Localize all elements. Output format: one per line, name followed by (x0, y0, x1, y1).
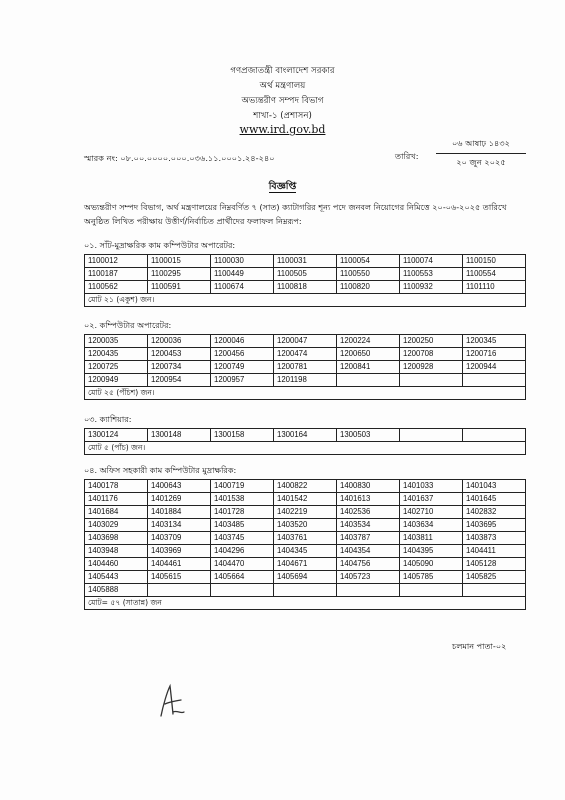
table-row (85, 374, 526, 387)
roll-number-cell: 1404411 (463, 545, 526, 558)
roll-number-cell: 1403811 (400, 532, 463, 545)
roll-number-cell (211, 584, 274, 597)
memo-reference: স্মারক নং: ০৮.০০.০০০০.০০০.০৩৬.১১.০০০১.২৪-২৪০ (84, 153, 275, 163)
header-government: গণপ্রজাতন্ত্রী বাংলাদেশ সরকার (230, 66, 335, 76)
roll-number-cell: 1405785 (400, 571, 463, 584)
roll-number-cell: 1100932 (400, 281, 463, 294)
date-bangla: ০৬ আষাঢ় ১৪৩২ (436, 138, 526, 154)
roll-number-cell: 1400178 (85, 480, 148, 493)
signature-mark (155, 682, 187, 720)
roll-number-cell: 1405694 (274, 571, 337, 584)
roll-number-cell: 1100591 (148, 281, 211, 294)
date-label: তারিখ: (395, 151, 419, 161)
roll-number-cell: 1200944 (463, 361, 526, 374)
roll-number-cell: 1100187 (85, 268, 148, 281)
roll-number-cell: 1200046 (211, 335, 274, 348)
table-row (85, 558, 526, 571)
notice-title-text: বিজ্ঞপ্তি (268, 181, 297, 192)
table-row (85, 348, 526, 361)
roll-number-cell: 1200435 (85, 348, 148, 361)
roll-number-cell: 1404470 (211, 558, 274, 571)
roll-number-cell: 1200474 (274, 348, 337, 361)
table-row (85, 335, 526, 348)
roll-number-cell: 1200453 (148, 348, 211, 361)
notice-title (0, 180, 565, 195)
roll-number-cell: 1400643 (148, 480, 211, 493)
table-body (85, 255, 526, 307)
roll-number-cell: 1403709 (148, 532, 211, 545)
section-title-computer-operator: ০২. কম্পিউটার অপারেটর: (84, 320, 172, 330)
roll-number-cell (400, 429, 463, 442)
roll-number-cell: 1200708 (400, 348, 463, 361)
table-body (85, 480, 526, 610)
table-row (85, 545, 526, 558)
table-stenographer (84, 254, 526, 307)
roll-number-cell: 1405888 (85, 584, 148, 597)
roll-number-cell: 1200047 (274, 335, 337, 348)
table-office-assistant (84, 479, 526, 610)
roll-number-cell: 1403029 (85, 519, 148, 532)
roll-number-cell: 1100030 (211, 255, 274, 268)
roll-number-cell: 1100054 (337, 255, 400, 268)
roll-number-cell: 1200928 (400, 361, 463, 374)
roll-number-cell: 1100150 (463, 255, 526, 268)
roll-number-cell: 1403534 (337, 519, 400, 532)
roll-number-cell: 1403948 (85, 545, 148, 558)
roll-number-cell: 1403787 (337, 532, 400, 545)
roll-number-cell: 1403698 (85, 532, 148, 545)
roll-number-cell: 1401637 (400, 493, 463, 506)
roll-number-cell: 1201198 (274, 374, 337, 387)
roll-number-cell: 1401728 (211, 506, 274, 519)
table-total-row (85, 597, 526, 610)
roll-number-cell: 1200250 (400, 335, 463, 348)
table-total-row (85, 442, 526, 455)
header-branch: শাখা-১ (প্রশাসন) (253, 111, 312, 121)
roll-number-cell: 1404296 (211, 545, 274, 558)
table-row (85, 281, 526, 294)
roll-number-cell: 1403745 (211, 532, 274, 545)
roll-number-cell: 1300158 (211, 429, 274, 442)
roll-number-cell: 1400830 (337, 480, 400, 493)
table-computer-operator (84, 334, 526, 400)
continued-page-note: চলমান পাতা-০২ (452, 641, 507, 651)
roll-number-cell: 1405128 (463, 558, 526, 571)
roll-number-cell (400, 374, 463, 387)
roll-number-cell: 1401684 (85, 506, 148, 519)
table-body (85, 429, 526, 455)
roll-number-cell: 1403695 (463, 519, 526, 532)
roll-number-cell: 1401884 (148, 506, 211, 519)
roll-number-cell (337, 374, 400, 387)
roll-number-cell: 1200954 (148, 374, 211, 387)
table-row (85, 519, 526, 532)
roll-number-cell: 1100015 (148, 255, 211, 268)
roll-number-cell: 1100550 (337, 268, 400, 281)
roll-number-cell: 1401176 (85, 493, 148, 506)
roll-number-cell: 1200781 (274, 361, 337, 374)
table-total-row (85, 294, 526, 307)
roll-number-cell (148, 584, 211, 597)
roll-number-cell: 1403520 (274, 519, 337, 532)
roll-number-cell: 1200716 (463, 348, 526, 361)
section-title-stenographer: ০১. সাঁট-মুদ্রাক্ষরিক কাম কম্পিউটার অপারেটর: (84, 240, 236, 250)
roll-number-cell: 1403761 (274, 532, 337, 545)
roll-number-cell: 1405825 (463, 571, 526, 584)
table-row (85, 493, 526, 506)
table-cashier (84, 428, 526, 455)
roll-number-cell: 1402710 (400, 506, 463, 519)
table-total-row (85, 387, 526, 400)
roll-number-cell: 1300503 (337, 429, 400, 442)
roll-number-cell (463, 374, 526, 387)
roll-number-cell: 1100074 (400, 255, 463, 268)
roll-number-cell: 1100295 (148, 268, 211, 281)
roll-number-cell: 1405443 (85, 571, 148, 584)
roll-number-cell: 1200036 (148, 335, 211, 348)
roll-number-cell: 1100554 (463, 268, 526, 281)
roll-number-cell: 1200749 (211, 361, 274, 374)
notice-body: অভ্যন্তরীণ সম্পদ বিভাগ, অর্থ মন্ত্রণালয়ের নিম্নবর্ণিত ৭ (সাত) ক্যাটাগরির শূন্য পদে জনবল নিয়োগের নিমিত্তে ২০-০৬-২০২৫ তারিখে অনুষ্ঠিত লিখিত পরীক্ষায় উত্তীর্ণ/নির্বাচিত প্রার্থীদের ফলাফল নিম্নরূপ: (84, 202, 507, 226)
roll-number-cell: 1401542 (274, 493, 337, 506)
date-english: ২০ জুন ২০২৫ (456, 157, 506, 167)
roll-number-cell: 1403634 (400, 519, 463, 532)
table-row (85, 255, 526, 268)
roll-number-cell: 1401269 (148, 493, 211, 506)
table-row (85, 268, 526, 281)
roll-number-cell: 1401538 (211, 493, 274, 506)
roll-number-cell: 1404671 (274, 558, 337, 571)
roll-number-cell: 1401645 (463, 493, 526, 506)
roll-number-cell: 1403873 (463, 532, 526, 545)
roll-number-cell: 1402219 (274, 506, 337, 519)
roll-number-cell (400, 584, 463, 597)
table-row (85, 571, 526, 584)
roll-number-cell: 1401033 (400, 480, 463, 493)
roll-number-cell (337, 584, 400, 597)
roll-number-cell: 1404460 (85, 558, 148, 571)
roll-number-cell: 1401043 (463, 480, 526, 493)
roll-number-cell: 1402536 (337, 506, 400, 519)
roll-number-cell: 1200841 (337, 361, 400, 374)
roll-number-cell: 1100505 (274, 268, 337, 281)
roll-number-cell: 1200725 (85, 361, 148, 374)
roll-number-cell: 1405664 (211, 571, 274, 584)
table-row (85, 429, 526, 442)
roll-number-cell: 1100820 (337, 281, 400, 294)
roll-number-cell: 1405723 (337, 571, 400, 584)
roll-number-cell: 1401613 (337, 493, 400, 506)
table-row (85, 361, 526, 374)
roll-number-cell: 1100031 (274, 255, 337, 268)
roll-number-cell: 1403969 (148, 545, 211, 558)
total-count: মোট ২৫ (পঁচিশ) জন। (85, 387, 526, 400)
roll-number-cell: 1405090 (400, 558, 463, 571)
roll-number-cell: 1300148 (148, 429, 211, 442)
roll-number-cell: 1100449 (211, 268, 274, 281)
roll-number-cell: 1100553 (400, 268, 463, 281)
table-row (85, 506, 526, 519)
table-row (85, 532, 526, 545)
section-title-office-assistant: ০৪. অফিস সহকারী কাম কম্পিউটার মুদ্রাক্ষরিক: (84, 465, 237, 475)
roll-number-cell: 1400822 (274, 480, 337, 493)
roll-number-cell: 1402832 (463, 506, 526, 519)
roll-number-cell: 1403134 (148, 519, 211, 532)
roll-number-cell: 1200224 (337, 335, 400, 348)
roll-number-cell (463, 584, 526, 597)
roll-number-cell: 1300124 (85, 429, 148, 442)
header-division: অভ্যন্তরীণ সম্পদ বিভাগ (241, 96, 324, 106)
roll-number-cell: 1403485 (211, 519, 274, 532)
section-title-cashier: ০৩. ক্যাশিয়ার: (84, 414, 132, 424)
header-ministry: অর্থ মন্ত্রণালয় (259, 81, 306, 91)
roll-number-cell: 1200345 (463, 335, 526, 348)
roll-number-cell: 1200734 (148, 361, 211, 374)
roll-number-cell: 1100562 (85, 281, 148, 294)
roll-number-cell: 1100818 (274, 281, 337, 294)
roll-number-cell: 1100012 (85, 255, 148, 268)
roll-number-cell (463, 429, 526, 442)
roll-number-cell: 1100674 (211, 281, 274, 294)
roll-number-cell: 1101110 (463, 281, 526, 294)
roll-number-cell: 1404395 (400, 545, 463, 558)
total-count: মোট ২১ (একুশ) জন। (85, 294, 526, 307)
roll-number-cell: 1405615 (148, 571, 211, 584)
roll-number-cell: 1400719 (211, 480, 274, 493)
roll-number-cell (274, 584, 337, 597)
roll-number-cell: 1404345 (274, 545, 337, 558)
date-block (436, 138, 526, 170)
total-count: মোট ৫ (পাঁচ) জন। (85, 442, 526, 455)
roll-number-cell: 1404354 (337, 545, 400, 558)
roll-number-cell: 1404756 (337, 558, 400, 571)
total-count: মোট= ৫৭ (সাতান্ন) জন (85, 597, 526, 610)
roll-number-cell: 1300164 (274, 429, 337, 442)
roll-number-cell: 1200035 (85, 335, 148, 348)
roll-number-cell: 1404461 (148, 558, 211, 571)
header-website: www.ird.gov.bd (239, 123, 326, 136)
roll-number-cell: 1200650 (337, 348, 400, 361)
table-row (85, 584, 526, 597)
roll-number-cell: 1200957 (211, 374, 274, 387)
table-row (85, 480, 526, 493)
roll-number-cell: 1200949 (85, 374, 148, 387)
table-body (85, 335, 526, 400)
roll-number-cell: 1200456 (211, 348, 274, 361)
